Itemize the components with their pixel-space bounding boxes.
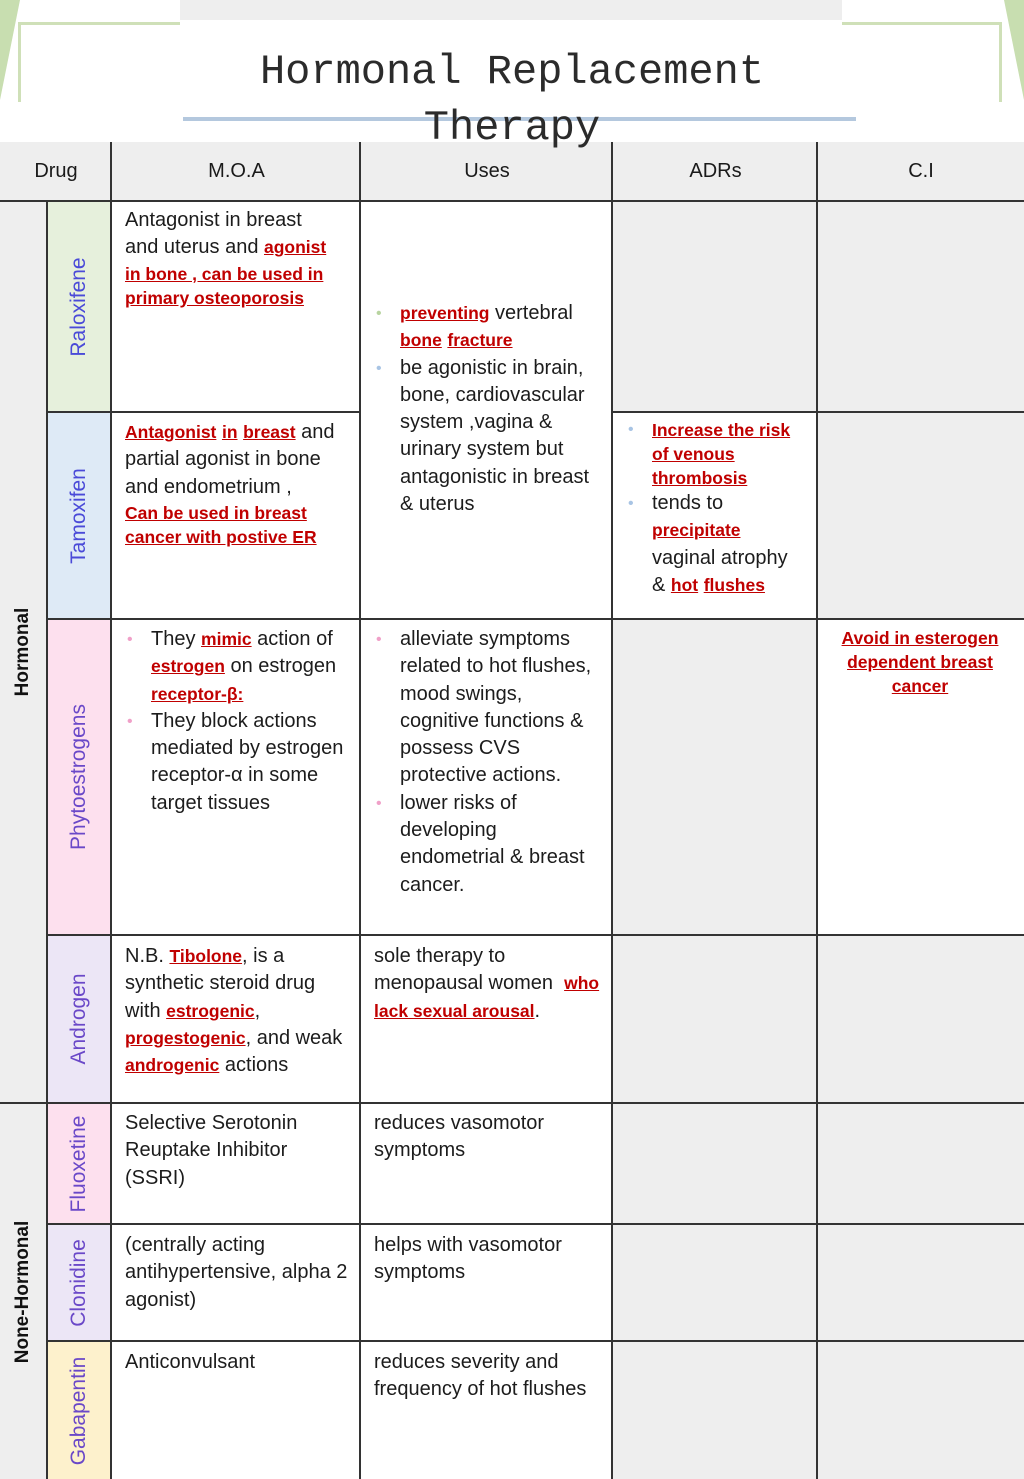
ci-fluoxetine	[818, 1104, 1024, 1225]
gabapentin-uses-text: reduces severity and frequency of hot flushes	[374, 1351, 587, 1401]
text-span: , and weak	[245, 1026, 343, 1049]
drug-raloxifene: Raloxifene	[67, 256, 90, 357]
gabapentin-moa-text: Anticonvulsant	[125, 1351, 256, 1373]
clonidine-uses-text: helps with vasomotor symptoms	[374, 1234, 562, 1284]
text-span: &	[652, 573, 671, 596]
drug-phytoestrogens: Phytoestrogens	[67, 704, 90, 850]
drug-cell-androgen	[48, 936, 112, 1104]
phyto-uses-text	[374, 626, 604, 899]
highlight-text: who	[564, 973, 600, 994]
phyto-ci-text	[824, 626, 1016, 698]
list-item	[626, 490, 814, 599]
text-line	[125, 234, 355, 261]
highlight-text: preventing	[400, 303, 490, 323]
text-line: sole therapy to	[374, 945, 506, 967]
text-line	[125, 419, 357, 446]
bullet-icon: •	[376, 305, 382, 322]
highlight-text: Can be used in breast	[125, 502, 307, 523]
tamoxifen-adrs-text	[626, 418, 814, 599]
text-line	[824, 650, 1016, 674]
bullet-icon: •	[376, 359, 382, 377]
text-span: alleviate symptoms related to hot flushes, mood swings, cognitive functions & possess CVS protective actions.	[400, 628, 592, 787]
bullet-icon: •	[376, 794, 382, 812]
text-line	[824, 626, 1016, 650]
highlight-text: primary osteoporosis	[125, 287, 304, 308]
drug-clonidine: Clonidine	[67, 1238, 90, 1327]
text-span: on estrogen	[224, 655, 337, 678]
drug-cell-fluoxetine	[48, 1104, 112, 1225]
androgen-uses-text	[374, 943, 608, 1025]
adrs-phyto	[613, 620, 818, 936]
text-span: actions	[219, 1054, 289, 1077]
text-line	[125, 525, 357, 549]
text-span: action of	[251, 628, 333, 650]
header-top-bar	[180, 0, 842, 20]
highlight-text: androgenic	[125, 1055, 220, 1076]
text-line	[125, 501, 357, 525]
highlight-text: in	[221, 422, 238, 442]
text-span: and	[295, 421, 335, 443]
highlight-text: breast	[243, 422, 296, 442]
text-span: N.B.	[125, 945, 170, 967]
text-line	[125, 262, 355, 286]
group-hormonal	[0, 202, 48, 1102]
raloxifene-moa-text	[125, 207, 355, 310]
bullet-icon: •	[127, 631, 133, 648]
fluoxetine-moa-text: Selective Serotonin Reuptake Inhibitor (SSRI)	[125, 1112, 298, 1189]
highlight-text: Increase the risk	[652, 420, 791, 440]
list-item	[626, 418, 814, 490]
text-span: They	[151, 628, 202, 650]
page-title	[180, 44, 844, 100]
page-header	[0, 0, 1024, 152]
text-span: with	[125, 999, 167, 1022]
drug-tamoxifen: Tamoxifen	[67, 467, 90, 564]
bullet-icon: •	[376, 631, 382, 648]
highlight-text: of venous	[652, 444, 735, 464]
highlight-text: estrogen	[151, 656, 225, 677]
hdr-divider	[110, 142, 112, 202]
text-span: tends to	[652, 492, 724, 514]
ci-tamoxifen	[818, 413, 1024, 620]
drug-cell-phytoestrogens	[48, 620, 112, 936]
drug-cell-gabapentin	[48, 1342, 112, 1479]
text-span: lower risks of developing endometrial & breast cancer.	[400, 791, 585, 896]
text-span: vertebral	[489, 302, 573, 324]
fluoxetine-uses-text: reduces vasomotor symptoms	[374, 1112, 545, 1162]
text-span: menopausal women	[374, 972, 565, 995]
col-header-uses: Uses	[464, 159, 510, 182]
text-span: .	[534, 999, 541, 1022]
highlight-text: Tibolone	[169, 946, 243, 966]
header-frame-right-v	[999, 22, 1002, 102]
highlight-text: fracture	[447, 330, 513, 351]
text-span: be agonistic in brain, bone, cardiovascular system ,vagina & urinary system but antagonistic in breast & uterus	[400, 356, 590, 516]
header-frame-left	[18, 22, 180, 25]
ci-androgen	[818, 936, 1024, 1104]
highlight-text: receptor-β:	[151, 683, 244, 704]
header-frame-right	[842, 22, 1002, 25]
drug-androgen: Androgen	[67, 973, 90, 1065]
highlight-text: progestogenic	[125, 1027, 246, 1048]
serm-uses-text	[374, 300, 606, 518]
list-item	[374, 355, 606, 519]
highlight-text: bone	[400, 330, 442, 351]
corner-decoration-left	[0, 0, 20, 100]
drug-cell-tamoxifen	[48, 413, 112, 620]
highlight-text: in bone , can be used in	[125, 263, 324, 284]
adrs-fluoxetine	[613, 1104, 818, 1225]
col-header-ci: C.I	[908, 159, 934, 182]
ci-clonidine	[818, 1225, 1024, 1342]
highlight-text: dependent breast	[847, 652, 993, 672]
highlight-text: precipitate	[652, 520, 741, 541]
text-line	[824, 674, 1016, 698]
col-header-adrs: ADRs	[689, 159, 742, 182]
list-item	[374, 790, 604, 899]
text-line	[125, 286, 355, 310]
ci-raloxifene	[818, 202, 1024, 413]
group-nonhormonal-label: None-Hormonal	[12, 1220, 33, 1363]
list-item	[125, 626, 355, 708]
text-line: Antagonist in breast	[125, 209, 302, 231]
text-span: ,	[254, 999, 261, 1022]
col-header-moa: M.O.A	[208, 159, 265, 182]
adrs-clonidine	[613, 1225, 818, 1342]
ci-gabapentin	[818, 1342, 1024, 1479]
adrs-raloxifene	[613, 202, 818, 413]
text-line: partial agonist in bone	[125, 448, 321, 471]
text-span: , is a	[242, 945, 285, 967]
highlight-text: cancer	[891, 676, 949, 696]
adrs-gabapentin	[613, 1342, 818, 1479]
text-line	[374, 970, 608, 997]
clonidine-moa-text: (centrally acting antihypertensive, alpha 2 agonist)	[125, 1234, 348, 1311]
group-nonhormonal	[0, 1104, 48, 1479]
drug-fluoxetine: Fluoxetine	[67, 1115, 90, 1212]
drug-gabapentin: Gabapentin	[67, 1356, 90, 1465]
list-item	[125, 708, 355, 817]
bullet-icon: •	[127, 712, 133, 730]
highlight-text: estrogenic	[166, 1000, 255, 1021]
group-hormonal-label: Hormonal	[12, 607, 33, 697]
highlight-text: Avoid in esterogen	[841, 628, 999, 648]
highlight-text: flushes	[703, 574, 765, 595]
text-line: synthetic steroid drug	[125, 972, 316, 995]
highlight-text: hot	[670, 574, 699, 595]
tamoxifen-moa-text	[125, 419, 357, 549]
highlight-text: thrombosis	[652, 468, 748, 488]
text-line	[125, 998, 357, 1025]
text-span: vaginal atrophy	[652, 546, 788, 569]
text-line	[125, 1025, 357, 1052]
androgen-moa-text	[125, 943, 357, 1079]
highlight-text: mimic	[201, 629, 252, 649]
highlight-text: agonist	[264, 237, 327, 258]
drug-cell-clonidine	[48, 1225, 112, 1342]
text-line	[374, 998, 608, 1025]
highlight-text: lack sexual arousal	[374, 1000, 535, 1021]
drug-cell-raloxifene	[48, 202, 112, 413]
text-span: and uterus and	[125, 236, 264, 259]
list-item	[374, 626, 604, 790]
text-line	[125, 1052, 357, 1079]
highlight-text: Antagonist	[125, 422, 217, 442]
page-title-2	[180, 100, 844, 156]
text-span: They block actions mediated by estrogen receptor-α in some target tissues	[151, 709, 344, 814]
page-title-line2: Therapy	[423, 104, 601, 152]
page-title-line1: Hormonal Replacement	[259, 48, 765, 96]
text-line	[125, 943, 357, 970]
bullet-icon: •	[628, 495, 634, 512]
highlight-text: cancer with postive ER	[125, 526, 317, 547]
adrs-androgen	[613, 936, 818, 1104]
header-frame-left-v	[18, 22, 21, 102]
list-item	[374, 300, 606, 355]
col-header-drug: Drug	[34, 159, 78, 182]
bullet-icon: •	[628, 421, 634, 438]
corner-decoration-right	[1004, 0, 1024, 100]
phyto-moa-text	[125, 626, 355, 817]
text-line: and endometrium ,	[125, 475, 292, 498]
